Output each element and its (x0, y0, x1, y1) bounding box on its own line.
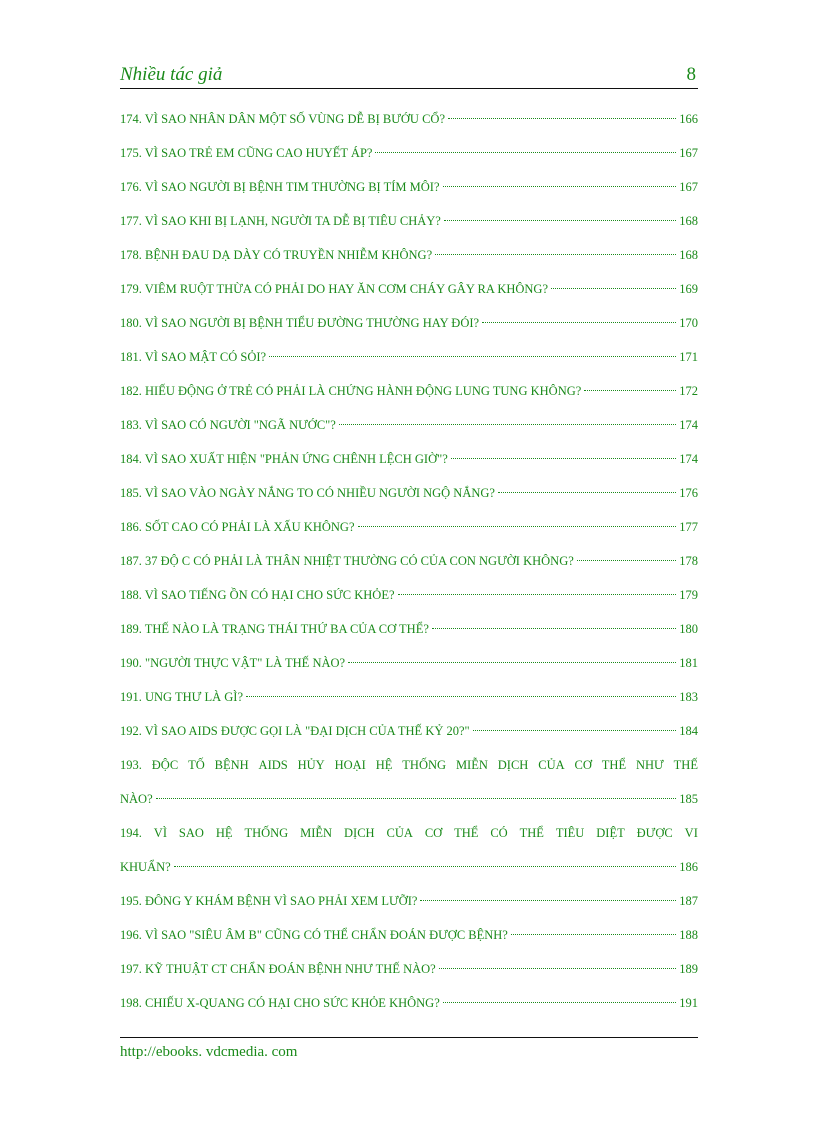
toc-entry[interactable] (120, 142, 698, 176)
toc-entry-title-continuation: KHUẨN? (120, 860, 171, 874)
toc-entry-page: 189 (679, 962, 698, 976)
header-author: Nhiều tác giả (120, 64, 223, 85)
toc-entry[interactable] (120, 584, 698, 618)
toc-leader-dots (577, 560, 676, 561)
toc-entry-page: 191 (679, 996, 698, 1010)
toc-entry-page: 188 (679, 928, 698, 942)
toc-entry-word: DIỆT (596, 826, 625, 840)
toc-entry-word: 194. (120, 826, 142, 840)
toc-leader-dots (358, 526, 677, 527)
toc-entry[interactable] (120, 924, 698, 958)
toc-entry[interactable] (120, 516, 698, 550)
toc-entry-word: CỦA (386, 826, 413, 840)
toc-entry-word: TIÊU (555, 826, 585, 840)
toc-entry[interactable] (120, 210, 698, 244)
toc-entry-word: HỆ (215, 826, 233, 840)
toc-entry-page: 166 (679, 112, 698, 126)
toc-entry-title-line (120, 822, 698, 856)
toc-entry[interactable] (120, 958, 698, 992)
toc-entry-page: 178 (679, 554, 698, 568)
toc-entry-page: 187 (679, 894, 698, 908)
toc-entry[interactable] (120, 720, 698, 754)
toc-entry[interactable] (120, 482, 698, 516)
toc-entry-title: 198. CHIẾU X-QUANG CÓ HẠI CHO SỨC KHỎE KHÔNG? (120, 996, 440, 1010)
toc-entry[interactable] (120, 278, 698, 312)
toc-entry[interactable] (120, 346, 698, 380)
toc-entry-title: 189. THẾ NÀO LÀ TRẠNG THÁI THỨ BA CỦA CƠ THỂ? (120, 622, 429, 636)
toc-leader-dots (482, 322, 676, 323)
toc-entry-title: 178. BỆNH ĐAU DẠ DÀY CÓ TRUYỀN NHIỄM KHÔNG? (120, 248, 433, 262)
toc-entry-page: 168 (679, 214, 698, 228)
toc-entry-page: 170 (679, 316, 698, 330)
toc-entry-title: 176. VÌ SAO NGƯỜI BỊ BỆNH TIM THƯỜNG BỊ TÍM MÔI? (120, 180, 440, 194)
toc-entry-title: 175. VÌ SAO TRẺ EM CŨNG CAO HUYẾT ÁP? (120, 146, 373, 160)
toc-entry-word: BỆNH (214, 758, 249, 772)
toc-entry-word: CỦA (538, 758, 565, 772)
toc-entry-page: 177 (679, 520, 698, 534)
toc-leader-dots (511, 934, 676, 935)
toc-entry-page: 179 (679, 588, 698, 602)
toc-entry-page: 172 (679, 384, 698, 398)
toc-entry-word: HOẠI (334, 758, 366, 772)
toc-entry-title: 195. ĐÔNG Y KHÁM BỆNH VÌ SAO PHẢI XEM LƯỠI? (120, 894, 418, 908)
toc-entry-title: 196. VÌ SAO "SIÊU ÂM B" CŨNG CÓ THỂ CHẨN ĐOÁN ĐƯỢC BỆNH? (120, 928, 508, 942)
toc-entry-word: DỊCH (497, 758, 529, 772)
page-header (120, 64, 698, 89)
toc-entry-title: 186. SỐT CAO CÓ PHẢI LÀ XẤU KHÔNG? (120, 520, 355, 534)
toc-entry-word: CƠ (574, 758, 592, 772)
toc-entry-page: 168 (679, 248, 698, 262)
toc-entry-title: 185. VÌ SAO VÀO NGÀY NẮNG TO CÓ NHIỀU NGƯỜI NGỘ NẮNG? (120, 486, 495, 500)
toc-leader-dots (473, 730, 677, 731)
toc-entry[interactable] (120, 108, 698, 142)
toc-leader-dots (451, 458, 676, 459)
toc-entry-title: 179. VIÊM RUỘT THỪA CÓ PHẢI DO HAY ĂN CƠM CHÁY GÂY RA KHÔNG? (120, 282, 549, 296)
toc-entry-page: 181 (679, 656, 698, 670)
toc-entry[interactable] (120, 380, 698, 414)
toc-entry-title: 174. VÌ SAO NHÂN DÂN MỘT SỐ VÙNG DỄ BỊ BƯỚU CỔ? (120, 112, 445, 126)
header-page-number: 8 (686, 64, 696, 85)
toc-entry-title: 182. HIẾU ĐỘNG Ở TRẺ CÓ PHẢI LÀ CHỨNG HÀNH ĐỘNG LUNG TUNG KHÔNG? (120, 384, 582, 398)
toc-leader-dots (435, 254, 676, 255)
toc-entry-word: THỐNG (244, 826, 289, 840)
toc-entry[interactable] (120, 414, 698, 448)
toc-entry-title: 191. UNG THƯ LÀ GÌ? (120, 690, 243, 704)
toc-entry-page: 169 (679, 282, 698, 296)
toc-entry-title: 197. KỸ THUẬT CT CHẨN ĐOÁN BỆNH NHƯ THẾ NÀO? (120, 962, 436, 976)
toc-entry-page: 184 (679, 724, 698, 738)
toc-entry-word: MIỄN (300, 826, 333, 840)
toc-entry-page: 171 (679, 350, 698, 364)
toc-leader-dots (498, 492, 676, 493)
toc-entry-page: 167 (679, 146, 698, 160)
toc-entry-title-continuation: NÀO? (120, 792, 153, 806)
toc-entry[interactable] (120, 652, 698, 686)
toc-entry-word: NHƯ (636, 758, 664, 772)
toc-entry-word: HỦY (297, 758, 325, 772)
toc-entry-page: 167 (679, 180, 698, 194)
toc-entry-title: 188. VÌ SAO TIẾNG ỒN CÓ HẠI CHO SỨC KHỎE? (120, 588, 395, 602)
toc-entry-word: THỂ (601, 758, 627, 772)
toc-entry-title-line (120, 754, 698, 788)
toc-entry[interactable] (120, 992, 698, 1026)
toc-leader-dots (339, 424, 676, 425)
toc-entry-word: CƠ (424, 826, 443, 840)
toc-leader-dots (420, 900, 676, 901)
toc-entry[interactable] (120, 686, 698, 720)
toc-leader-dots (269, 356, 676, 357)
toc-entry-word: THỂ (519, 826, 544, 840)
toc-leader-dots (246, 696, 676, 697)
toc-entry-word: ĐƯỢC (636, 826, 673, 840)
toc-entry-word: SAO (178, 826, 204, 840)
toc-entry[interactable] (120, 822, 698, 890)
toc-entry-word: MIỄN (455, 758, 488, 772)
toc-entry-page: 183 (679, 690, 698, 704)
toc-leader-dots (448, 118, 676, 119)
toc-entry-page: 186 (679, 860, 698, 874)
toc-entry[interactable] (120, 754, 698, 822)
toc-entry-page: 174 (679, 418, 698, 432)
footer-url: http://ebooks. vdcmedia. com (120, 1044, 298, 1060)
toc-entry[interactable] (120, 244, 698, 278)
toc-entry-page: 185 (679, 792, 698, 806)
toc-entry[interactable] (120, 550, 698, 584)
page-footer (120, 1037, 698, 1061)
toc-leader-dots (174, 866, 677, 867)
toc-entry[interactable] (120, 890, 698, 924)
toc-entry-word: CÓ (490, 826, 508, 840)
toc-entry-title: 187. 37 ĐỘ C CÓ PHẢI LÀ THÂN NHIỆT THƯỜNG CÓ CỦA CON NGƯỜI KHÔNG? (120, 554, 574, 568)
toc-entry-word: 193. (120, 758, 142, 772)
toc-entry-word: TỐ (188, 758, 205, 772)
toc-entry-title: 180. VÌ SAO NGƯỜI BỊ BỆNH TIỂU ĐƯỜNG THƯỜNG HAY ĐÓI? (120, 316, 480, 330)
toc-entry-title: 184. VÌ SAO XUẤT HIỆN "PHẢN ỨNG CHÊNH LỆCH GIỜ"? (120, 452, 448, 466)
toc-entry-title: 177. VÌ SAO KHI BỊ LẠNH, NGƯỜI TA DỄ BỊ TIÊU CHẢY? (120, 214, 441, 228)
toc-leader-dots (439, 968, 677, 969)
toc-entry-title: 183. VÌ SAO CÓ NGƯỜI "NGÃ NƯỚC"? (120, 418, 336, 432)
toc-leader-dots (375, 152, 676, 153)
toc-entry-page: 176 (679, 486, 698, 500)
toc-leader-dots (444, 220, 676, 221)
toc-entry-word: HỆ (375, 758, 393, 772)
toc-entry-word: ĐỘC (151, 758, 179, 772)
toc-entry[interactable] (120, 618, 698, 652)
toc-entry-word: AIDS (258, 758, 288, 772)
toc-entry-title: 181. VÌ SAO MẬT CÓ SỎI? (120, 350, 267, 364)
toc-entry-word: VI (684, 826, 698, 840)
toc-entry[interactable] (120, 176, 698, 210)
toc-leader-dots (551, 288, 676, 289)
toc-entry[interactable] (120, 312, 698, 346)
toc-entry-word: THẾ (673, 758, 698, 772)
toc-leader-dots (443, 186, 677, 187)
toc-entry-word: DỊCH (344, 826, 375, 840)
toc-entry-page: 180 (679, 622, 698, 636)
toc-leader-dots (443, 1002, 676, 1003)
toc-leader-dots (584, 390, 676, 391)
toc-entry-word: THỐNG (402, 758, 447, 772)
toc-entry-title: 192. VÌ SAO AIDS ĐƯỢC GỌI LÀ "ĐẠI DỊCH CỦA THẾ KỶ 20?" (120, 724, 470, 738)
toc-entry-word: VÌ (153, 826, 167, 840)
table-of-contents (120, 108, 698, 1026)
toc-leader-dots (398, 594, 677, 595)
toc-entry-word: THỂ (454, 826, 479, 840)
toc-entry-title: 190. "NGƯỜI THỰC VẬT" LÀ THẾ NÀO? (120, 656, 346, 670)
toc-leader-dots (348, 662, 676, 663)
toc-leader-dots (432, 628, 676, 629)
toc-entry-page: 174 (679, 452, 698, 466)
toc-entry[interactable] (120, 448, 698, 482)
toc-leader-dots (156, 798, 677, 799)
